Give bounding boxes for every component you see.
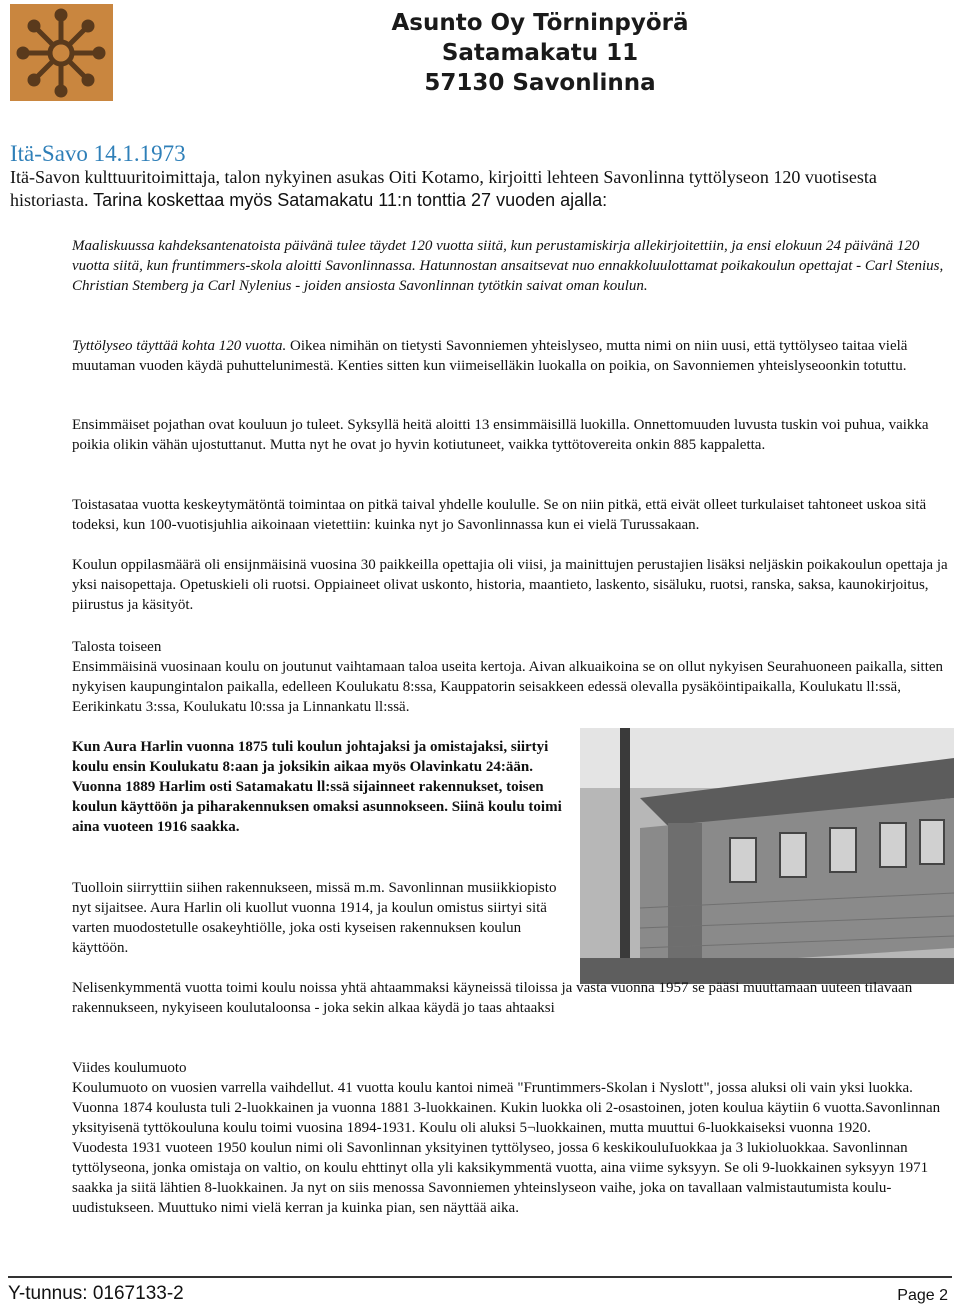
paragraph-lyceum-italic: Tyttölyseo täyttää kohta 120 vuotta. [72, 338, 287, 354]
paragraph-centenary: Toistasataa vuotta keskeytymätöntä toimintaa on pitkä taival yhdelle koululle. Se on niin pitkä, että eivät olleet turkulaiset tahtoneet uskoa sitä todeksi, kun 100-vuotisjuhlia aikoinaan vietettiin: kuinka nyt jo Savonlinnassa kun ei vielä Turussakaan. [72, 497, 927, 533]
crest-wheel-logo [10, 4, 113, 101]
intro-sentence-1: Itä-Savon kulttuuritoimittaja, talon nykyinen asukas Oiti Kotamo, kirjoitti lehteen Savonlinna tyttölyseon 120 vuotisesta historiasta. [10, 167, 877, 210]
footer-business-id: Y-tunnus: 0167133-2 [8, 1283, 184, 1304]
paragraph-new-building: Nelisenkymmentä vuotta toimi koulu noissa yhtä ahtaammaksi käyneissä tiloissa ja vasta vuonna 1957 se pääsi muuttamaan uuteen tilavaan rakennukseen, nykyiseen koulutaloonsa - joka sekin alkaa käydä jo taas ahtaaksi [72, 980, 913, 1016]
paragraph-lyceum [72, 336, 952, 376]
wooden-school-building-photo [580, 728, 954, 984]
section-school-forms-heading: Viides koulumuoto [72, 1060, 187, 1076]
source-title: Itä-Savo 14.1.1973 [10, 141, 186, 166]
section-school-forms-text-2: Vuodesta 1931 vuoteen 1950 koulun nimi oli Savonlinnan yksityinen tyttölyseo, jossa 6 keskikouluIuokkaa ja 3 lukioluokkaa. Savonlinnan tyttölyseona, jonka omistaja on valtio, on koulu ehttinyt olla yli kaksikymmentä vuotta, aina viime syksyyn. Se oli 9-luokkainen syksyyn 1971 saakka ja siitä lähtien 8-luokkainen. Ja nyt on siis menossa Savonniemen yhteinslyseon vaihe, joka on tavallaan valmistautumista koulu-uudistukseen. Muuttuko nimi vielä kerran ja kuinka pian, sen näyttää aika. [72, 1140, 929, 1216]
header-company-name: Asunto Oy Törninpyörä [391, 10, 689, 36]
section-moving-text: Ensimmäisinä vuosinaan koulu on joutunut vaihtamaan taloa useita kertoja. Aivan alkuaikoina se on ollut nykyisen Seurahuoneen paikalla, sitten nykyisen kaupungintalon paikalla, edelleen Koulukatu 8:ssa, Kauppatorin seisakkeen edessä olevalla pysäköintipaikalla, Koulukatu ll:ssä, Eerikinkatu 3:ssa, Koulukatu l0:ssa ja Linnankatu ll:ssä. [72, 659, 944, 715]
header-postal-city: 57130 Savonlinna [424, 70, 656, 96]
footer-page-number: Page 2 [897, 1287, 948, 1304]
header-street-address: Satamakatu 11 [441, 40, 639, 66]
footer-divider [8, 1276, 952, 1278]
paragraph-lyceum-text: Oikea nimihän on tietysti Savonniemen yhteislyseo, mutta nimi on niin uusi, että tyttölyseo taitaa vielä muutaman vuoden käydä puhuttelunimestä. Kenties sitten kun viimeiselläkin luokalla on poikia, on Savonniemen yhteislyseoonkin totuttu. [72, 338, 908, 374]
paragraph-founding: Maaliskuussa kahdeksantenatoista päivänä tulee täydet 120 vuotta siitä, kun perustamiskirja allekirjoitettiin, ja ensi elokuun 24 päivänä 120 vuotta siitä, kun fruntimmers-skola aloitti Savonlinnassa. Hatunnostan ansaitsevat nuo ennakkoluulottamat poikakoulun opettajat - Carl Stenius, Christian Stemberg ja Carl Nylenius - joiden ansiosta Savonlinnan tytötkin saivat oman koulun. [72, 238, 944, 294]
paragraph-first-boys: Ensimmäiset pojathan ovat kouluun jo tuleet. Syksyllä heitä aloitti 13 ensimmäisillä luokilla. Onnettomuuden luvusta tuskin voi puhua, vaikka poikia olikin vähän ujostuttanut. Mutta nyt he ovat jo hyvin kotiutuneet, vaikka tyttötovereita onkin 885 kappaletta. [72, 417, 929, 453]
paragraph-relocation-1916: Tuolloin siirryttiin siihen rakennukseen, missä m.m. Savonlinnan musiikkiopisto nyt sijaitsee. Aura Harlin oli kuollut vuonna 1914, ja koulun omistus siirtyi sitä varten muodostetulle osakeyhtiölle, joka osti kyseisen rakennuksen koulun käyttöön. [72, 880, 557, 956]
section-school-forms-text-1: Koulumuoto on vuosien varrella vaihdellut. 41 vuotta koulu kantoi nimeä "Fruntimmers-Skolan i Nyslott", jossa aluksi oli vain yksi luokka. Vuonna 1874 koulusta tuli 2-luokkainen ja vuonna 1881 3-luokkainen. Kukin luokka oli 2-osastoinen, joten koulua käytiin 6 vuotta.Savonlinnan yksityisenä tyttökouluna koulu toimi vuosina 1894-1931. Koulu oli aluksi 5¬luokkainen, mutta muuttui 6-luokkaiseksi vuonna 1920. [72, 1080, 941, 1136]
page-header [240, 8, 840, 98]
intro-sentence-2: Tarina koskettaa myös Satamakatu 11:n tonttia 27 vuoden ajalla: [88, 190, 608, 210]
section-moving [72, 637, 952, 717]
intro-paragraph [10, 166, 940, 212]
paragraph-aura-harlin: Kun Aura Harlin vuonna 1875 tuli koulun johtajaksi ja omistajaksi, siirtyi koulu ensin Koulukatu 8:aan ja joksikin aikaa myös Olavinkatu 24:ään. Vuonna 1889 Harlim osti Satamakatu ll:ssä sijainneet rakennukset, toisen koulun käyttöön ja piharakennuksen omaksi asunnokseen. Siinä koulu toimi aina vuoteen 1916 saakka. [72, 739, 562, 835]
section-moving-heading: Talosta toiseen [72, 639, 162, 655]
section-school-forms [72, 1058, 952, 1218]
paragraph-pupils: Koulun oppilasmäärä oli ensijnmäisinä vuosina 30 paikkeilla opettajia oli viisi, ja mainittujen perustajien lisäksi neljäskin poikakoulun opettaja ja yksi naisopettaja. Opetuskieli oli ruotsi. Oppiaineet olivat uskonto, historia, maantieto, laskento, sisäluku, ruotsi, ranska, saksa, kaunokirjoitus, piirustus ja käsityöt. [72, 557, 948, 613]
